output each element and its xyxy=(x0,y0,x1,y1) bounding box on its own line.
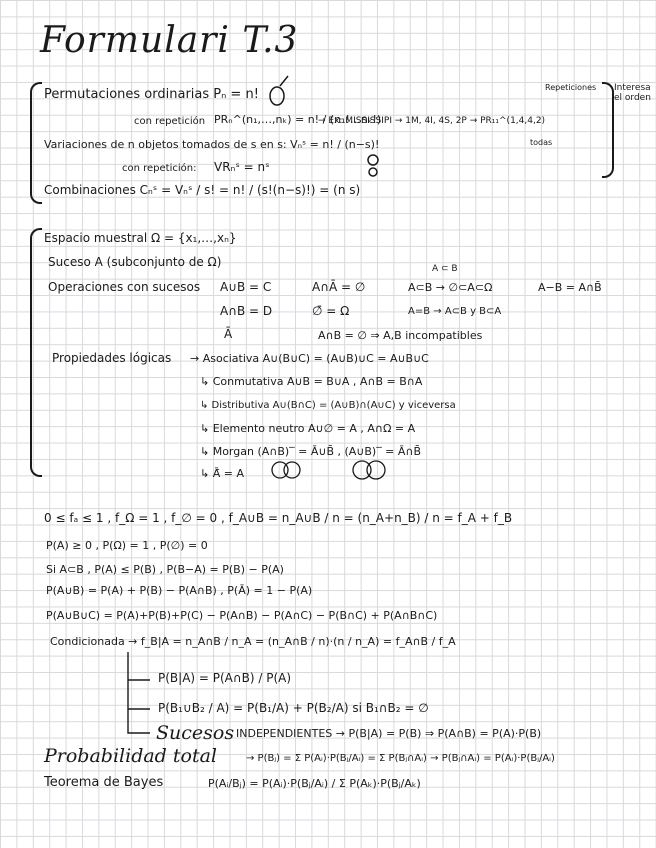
repeticiones-label: Repeticiones xyxy=(545,83,597,92)
interesa-orden-label: Interesa el orden xyxy=(614,83,651,103)
probabilidad-total-formula: → P(Bⱼ) = Σ P(Aᵢ)·P(Bⱼ/Aᵢ) = Σ P(Bⱼ∩Aᵢ) → P(Bⱼ∩Aᵢ) = P(Aᵢ)·P(Bⱼ/Aᵢ) xyxy=(246,753,555,764)
combinaciones: Combinaciones Cₙˢ = Vₙˢ / s! = n! / (s!(n−s)!) = (n s) xyxy=(44,183,361,197)
op-equality: A=B → A⊂B y B⊂A xyxy=(408,306,502,317)
prop-distributiva: ↳ Distributiva A∪(B∩C) = (A∪B)∩(A∪C) y viceversa xyxy=(200,400,456,411)
var-rep-formula: VRₙˢ = nˢ xyxy=(214,160,270,174)
venn-icon xyxy=(272,461,385,479)
bayes-formula: P(Aᵢ/Bⱼ) = P(Aᵢ)·P(Bⱼ/Aᵢ) / Σ P(Aₖ)·P(Bⱼ/Aₖ) xyxy=(208,777,421,790)
independientes: INDEPENDIENTES → P(B|A) = P(B) ⇒ P(A∩B) = P(A)·P(B) xyxy=(236,727,542,740)
op-complement-intersection: A∩Ā = ∅ xyxy=(312,280,366,294)
cond-union: P(B₁∪B₂ / A) = P(B₁/A) + P(B₂/A) si B₁∩B₂ = ∅ xyxy=(158,701,429,715)
espacio-muestral: Espacio muestral Ω = {x₁,…,xₙ} xyxy=(44,231,237,245)
condicionada-connectors xyxy=(128,652,150,733)
prob-inclusion: Si A⊂B , P(A) ≤ P(B) , P(B−A) = P(B) − P(A) xyxy=(46,563,284,576)
prop-morgan: ↳ Morgan (A∩B)‾ = Ā∪B̄ , (A∪B)‾ = Ā∩B̄ xyxy=(200,445,422,458)
bayes-label: Teorema de Bayes xyxy=(44,775,164,790)
prop-doble-complemento: ↳ Ā̄ = A xyxy=(200,467,244,480)
suceso-a: Suceso A (subconjunto de Ω) xyxy=(48,255,222,269)
frecuencias: 0 ≤ fₐ ≤ 1 , f_Ω = 1 , f_∅ = 0 , f_A∪B = n_A∪B / n = (n_A+n_B) / n = f_A + f_B xyxy=(44,511,513,525)
cond-formula: P(B|A) = P(A∩B) / P(A) xyxy=(158,671,292,685)
op-intersection: A∩B = D xyxy=(220,304,273,318)
prop-conmutativa: ↳ Conmutativa A∪B = B∪A , A∩B = B∩A xyxy=(200,375,423,388)
inclusion-note: A ⊂ B xyxy=(432,264,458,274)
perm-rep-formula: PRₙ^(n₁,…,nₖ) = n! / (n₁!…nₖ!) xyxy=(214,113,382,126)
prop-asociativa: → Asociativa A∪(B∪C) = (A∪B)∪C = A∪B∪C xyxy=(190,352,429,365)
condicionada: Condicionada → f_B|A = n_A∩B / n_A = (n_A∩B / n)·(n / n_A) = f_A∩B / f_A xyxy=(50,635,456,648)
op-inclusion: A⊂B → ∅⊂A⊂Ω xyxy=(408,281,493,294)
op-incompatibles: A∩B = ∅ ⇒ A,B incompatibles xyxy=(318,329,483,342)
prob-union-tres: P(A∪B∪C) = P(A)+P(B)+P(C) − P(A∩B) − P(A∩C) − P(B∩C) + P(A∩B∩C) xyxy=(46,609,438,622)
page-title: Formulari T.3 xyxy=(40,20,299,61)
doodle-icon xyxy=(270,76,378,176)
prob-axiomas: P(A) ≥ 0 , P(Ω) = 1 , P(∅) = 0 xyxy=(46,539,208,552)
perm-rep-label: con repetición xyxy=(134,116,206,127)
op-difference: A−B = A∩B̄ xyxy=(538,281,602,294)
variaciones: Variaciones de n objetos tomados de s en s: Vₙˢ = n! / (n−s)! xyxy=(44,138,380,151)
op-union: A∪B = C xyxy=(220,280,272,294)
op-empty-complement: ∅̄ = Ω xyxy=(312,304,350,318)
mississippi-example: → Ex: MISSISSIPI → 1M, 4I, 4S, 2P → PR₁₁^(1,4,4,2) xyxy=(318,116,546,126)
todas-label: todas xyxy=(530,138,553,147)
operaciones-label: Operaciones con sucesos xyxy=(48,280,201,294)
sucesos-label: Sucesos xyxy=(156,722,235,744)
probabilidad-total-label: Probabilidad total xyxy=(44,745,217,767)
op-complement: Ā xyxy=(224,327,233,341)
propiedades-label: Propiedades lógicas xyxy=(52,351,172,365)
prob-union: P(A∪B) = P(A) + P(B) − P(A∩B) , P(Ā) = 1 − P(A) xyxy=(46,584,313,597)
permutaciones-ordinarias: Permutaciones ordinarias Pₙ = n! xyxy=(44,87,259,102)
var-rep-label: con repetición: xyxy=(122,163,197,174)
prop-neutro: ↳ Elemento neutro A∪∅ = A , A∩Ω = A xyxy=(200,422,416,435)
